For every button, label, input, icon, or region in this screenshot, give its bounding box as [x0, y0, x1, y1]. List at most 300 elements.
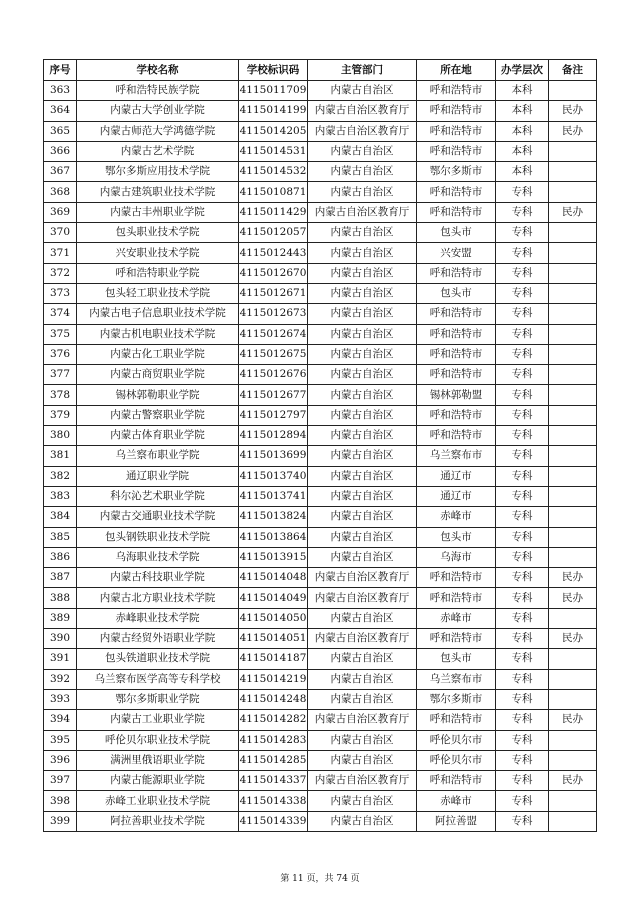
cell-department: 内蒙古自治区 [308, 81, 417, 101]
cell-school-name: 内蒙古电子信息职业技术学院 [77, 304, 239, 324]
cell-seq: 364 [44, 101, 77, 121]
cell-notes: 民办 [549, 101, 597, 121]
table-row [44, 405, 597, 425]
cell-location: 呼和浩特市 [417, 202, 496, 222]
cell-location: 呼和浩特市 [417, 405, 496, 425]
cell-department: 内蒙古自治区教育厅 [308, 101, 417, 121]
cell-school-code: 4115014049 [239, 588, 308, 608]
cell-school-name: 内蒙古建筑职业技术学院 [77, 182, 239, 202]
cell-location: 兴安盟 [417, 243, 496, 263]
cell-school-name: 内蒙古化工职业学院 [77, 344, 239, 364]
table-row [44, 223, 597, 243]
cell-seq: 379 [44, 405, 77, 425]
table-row [44, 547, 597, 567]
cell-school-code: 4115012894 [239, 426, 308, 446]
table-row [44, 141, 597, 161]
table-row [44, 324, 597, 344]
cell-notes [549, 426, 597, 446]
cell-school-code: 4115014283 [239, 730, 308, 750]
table-row [44, 629, 597, 649]
cell-department: 内蒙古自治区 [308, 223, 417, 243]
cell-level: 专科 [496, 547, 549, 567]
cell-school-code: 4115011709 [239, 81, 308, 101]
cell-department: 内蒙古自治区 [308, 669, 417, 689]
cell-notes [549, 141, 597, 161]
cell-notes: 民办 [549, 771, 597, 791]
cell-level: 专科 [496, 507, 549, 527]
table-row [44, 101, 597, 121]
cell-school-code: 4115012676 [239, 365, 308, 385]
cell-department: 内蒙古自治区 [308, 750, 417, 770]
cell-school-code: 4115012443 [239, 243, 308, 263]
cell-location: 呼和浩特市 [417, 344, 496, 364]
cell-location: 赤峰市 [417, 791, 496, 811]
cell-level: 本科 [496, 141, 549, 161]
cell-seq: 376 [44, 344, 77, 364]
cell-seq: 363 [44, 81, 77, 101]
cell-location: 呼和浩特市 [417, 263, 496, 283]
cell-department: 内蒙古自治区 [308, 141, 417, 161]
cell-school-name: 内蒙古能源职业学院 [77, 771, 239, 791]
cell-school-name: 锡林郭勒职业学院 [77, 385, 239, 405]
cell-level: 专科 [496, 223, 549, 243]
cell-school-code: 4115013824 [239, 507, 308, 527]
cell-seq: 383 [44, 486, 77, 506]
cell-level: 本科 [496, 81, 549, 101]
cell-seq: 375 [44, 324, 77, 344]
table-row [44, 588, 597, 608]
cell-department: 内蒙古自治区教育厅 [308, 202, 417, 222]
table-row [44, 689, 597, 709]
cell-notes: 民办 [549, 121, 597, 141]
cell-school-name: 呼和浩特民族学院 [77, 81, 239, 101]
cell-level: 专科 [496, 344, 549, 364]
cell-school-code: 4115014531 [239, 141, 308, 161]
cell-level: 专科 [496, 750, 549, 770]
cell-level: 本科 [496, 101, 549, 121]
cell-department: 内蒙古自治区 [308, 365, 417, 385]
cell-location: 呼和浩特市 [417, 304, 496, 324]
cell-level: 专科 [496, 710, 549, 730]
cell-school-code: 4115014219 [239, 669, 308, 689]
cell-seq: 382 [44, 466, 77, 486]
cell-seq: 367 [44, 162, 77, 182]
cell-seq: 378 [44, 385, 77, 405]
cell-department: 内蒙古自治区 [308, 426, 417, 446]
cell-school-code: 4115014339 [239, 811, 308, 831]
cell-department: 内蒙古自治区 [308, 689, 417, 709]
cell-notes [549, 243, 597, 263]
cell-school-code: 4115012671 [239, 283, 308, 303]
cell-school-name: 赤峰职业技术学院 [77, 608, 239, 628]
table-row [44, 568, 597, 588]
cell-notes [549, 446, 597, 466]
cell-notes [549, 689, 597, 709]
cell-seq: 377 [44, 365, 77, 385]
cell-department: 内蒙古自治区 [308, 608, 417, 628]
cell-level: 专科 [496, 568, 549, 588]
cell-notes [549, 608, 597, 628]
cell-department: 内蒙古自治区 [308, 162, 417, 182]
cell-school-name: 内蒙古商贸职业学院 [77, 365, 239, 385]
cell-school-name: 包头钢铁职业技术学院 [77, 527, 239, 547]
cell-seq: 394 [44, 710, 77, 730]
cell-seq: 366 [44, 141, 77, 161]
cell-school-code: 4115012673 [239, 304, 308, 324]
table-row [44, 304, 597, 324]
cell-school-name: 包头轻工职业技术学院 [77, 283, 239, 303]
header-school-name: 学校名称 [77, 60, 239, 81]
cell-seq: 387 [44, 568, 77, 588]
cell-notes [549, 466, 597, 486]
cell-seq: 398 [44, 791, 77, 811]
school-table [43, 59, 597, 832]
table-row [44, 791, 597, 811]
cell-school-name: 内蒙古工业职业学院 [77, 710, 239, 730]
cell-level: 专科 [496, 365, 549, 385]
cell-notes [549, 669, 597, 689]
cell-level: 专科 [496, 588, 549, 608]
cell-department: 内蒙古自治区 [308, 344, 417, 364]
table-row [44, 121, 597, 141]
cell-notes [549, 344, 597, 364]
cell-notes [549, 811, 597, 831]
cell-notes: 民办 [549, 710, 597, 730]
cell-seq: 370 [44, 223, 77, 243]
cell-department: 内蒙古自治区 [308, 466, 417, 486]
cell-level: 专科 [496, 182, 549, 202]
header-school-code: 学校标识码 [239, 60, 308, 81]
cell-seq: 392 [44, 669, 77, 689]
cell-level: 专科 [496, 243, 549, 263]
table-row [44, 243, 597, 263]
cell-seq: 384 [44, 507, 77, 527]
cell-level: 专科 [496, 811, 549, 831]
cell-school-name: 乌海职业技术学院 [77, 547, 239, 567]
table-row [44, 263, 597, 283]
cell-location: 呼和浩特市 [417, 101, 496, 121]
cell-seq: 373 [44, 283, 77, 303]
cell-seq: 390 [44, 629, 77, 649]
cell-seq: 374 [44, 304, 77, 324]
cell-department: 内蒙古自治区 [308, 283, 417, 303]
cell-notes [549, 283, 597, 303]
cell-notes [549, 527, 597, 547]
cell-seq: 397 [44, 771, 77, 791]
cell-seq: 395 [44, 730, 77, 750]
cell-location: 呼和浩特市 [417, 568, 496, 588]
cell-location: 赤峰市 [417, 507, 496, 527]
cell-notes [549, 750, 597, 770]
cell-level: 专科 [496, 426, 549, 446]
cell-level: 专科 [496, 629, 549, 649]
cell-school-name: 鄂尔多斯职业学院 [77, 689, 239, 709]
cell-department: 内蒙古自治区 [308, 405, 417, 425]
cell-location: 鄂尔多斯市 [417, 162, 496, 182]
cell-school-code: 4115010871 [239, 182, 308, 202]
cell-department: 内蒙古自治区 [308, 182, 417, 202]
cell-seq: 381 [44, 446, 77, 466]
cell-school-name: 鄂尔多斯应用技术学院 [77, 162, 239, 182]
cell-school-code: 4115014051 [239, 629, 308, 649]
cell-department: 内蒙古自治区 [308, 486, 417, 506]
cell-school-code: 4115014282 [239, 710, 308, 730]
table-row [44, 608, 597, 628]
cell-notes: 民办 [549, 588, 597, 608]
header-seq: 序号 [44, 60, 77, 81]
cell-level: 专科 [496, 486, 549, 506]
cell-department: 内蒙古自治区 [308, 385, 417, 405]
cell-level: 专科 [496, 730, 549, 750]
cell-department: 内蒙古自治区 [308, 324, 417, 344]
cell-location: 呼和浩特市 [417, 121, 496, 141]
cell-department: 内蒙古自治区 [308, 791, 417, 811]
cell-seq: 385 [44, 527, 77, 547]
cell-school-name: 乌兰察布医学高等专科学校 [77, 669, 239, 689]
cell-location: 呼和浩特市 [417, 588, 496, 608]
cell-seq: 368 [44, 182, 77, 202]
cell-department: 内蒙古自治区 [308, 243, 417, 263]
cell-school-name: 赤峰工业职业技术学院 [77, 791, 239, 811]
cell-notes [549, 324, 597, 344]
cell-level: 专科 [496, 385, 549, 405]
cell-level: 专科 [496, 324, 549, 344]
cell-seq: 380 [44, 426, 77, 446]
cell-notes: 民办 [549, 202, 597, 222]
cell-department: 内蒙古自治区教育厅 [308, 629, 417, 649]
cell-school-name: 呼伦贝尔职业技术学院 [77, 730, 239, 750]
cell-level: 专科 [496, 771, 549, 791]
cell-school-name: 内蒙古交通职业技术学院 [77, 507, 239, 527]
cell-school-code: 4115012675 [239, 344, 308, 364]
table-row [44, 385, 597, 405]
header-department: 主管部门 [308, 60, 417, 81]
table-row [44, 426, 597, 446]
cell-location: 呼伦贝尔市 [417, 730, 496, 750]
cell-notes [549, 304, 597, 324]
table-row [44, 365, 597, 385]
cell-department: 内蒙古自治区 [308, 304, 417, 324]
cell-level: 本科 [496, 121, 549, 141]
header-row [44, 60, 597, 81]
cell-school-code: 4115014205 [239, 121, 308, 141]
header-location: 所在地 [417, 60, 496, 81]
cell-seq: 391 [44, 649, 77, 669]
cell-school-code: 4115012674 [239, 324, 308, 344]
cell-school-name: 内蒙古体育职业学院 [77, 426, 239, 446]
cell-school-code: 4115012797 [239, 405, 308, 425]
cell-school-name: 兴安职业技术学院 [77, 243, 239, 263]
cell-seq: 365 [44, 121, 77, 141]
cell-seq: 396 [44, 750, 77, 770]
table-row [44, 202, 597, 222]
cell-notes [549, 81, 597, 101]
cell-school-name: 科尔沁艺术职业学院 [77, 486, 239, 506]
cell-location: 呼和浩特市 [417, 141, 496, 161]
cell-school-code: 4115012670 [239, 263, 308, 283]
table-row [44, 730, 597, 750]
cell-school-name: 内蒙古大学创业学院 [77, 101, 239, 121]
cell-department: 内蒙古自治区 [308, 263, 417, 283]
cell-level: 专科 [496, 527, 549, 547]
cell-location: 乌海市 [417, 547, 496, 567]
cell-school-code: 4115013699 [239, 446, 308, 466]
cell-level: 专科 [496, 466, 549, 486]
cell-level: 专科 [496, 689, 549, 709]
table-row [44, 811, 597, 831]
table-row [44, 182, 597, 202]
cell-level: 专科 [496, 263, 549, 283]
cell-department: 内蒙古自治区 [308, 730, 417, 750]
cell-notes [549, 365, 597, 385]
cell-location: 呼和浩特市 [417, 324, 496, 344]
cell-location: 包头市 [417, 527, 496, 547]
cell-school-code: 4115014199 [239, 101, 308, 121]
cell-school-name: 呼和浩特职业学院 [77, 263, 239, 283]
cell-school-code: 4115014248 [239, 689, 308, 709]
cell-location: 包头市 [417, 283, 496, 303]
cell-department: 内蒙古自治区教育厅 [308, 568, 417, 588]
cell-level: 专科 [496, 446, 549, 466]
cell-school-name: 内蒙古师范大学鸿德学院 [77, 121, 239, 141]
cell-level: 专科 [496, 202, 549, 222]
cell-notes [549, 649, 597, 669]
cell-school-name: 内蒙古警察职业学院 [77, 405, 239, 425]
cell-level: 专科 [496, 669, 549, 689]
cell-notes [549, 162, 597, 182]
cell-department: 内蒙古自治区教育厅 [308, 121, 417, 141]
cell-level: 专科 [496, 283, 549, 303]
cell-department: 内蒙古自治区 [308, 547, 417, 567]
table-row [44, 710, 597, 730]
cell-department: 内蒙古自治区 [308, 507, 417, 527]
cell-school-code: 4115014532 [239, 162, 308, 182]
table-row [44, 527, 597, 547]
header-level: 办学层次 [496, 60, 549, 81]
cell-level: 专科 [496, 649, 549, 669]
cell-location: 阿拉善盟 [417, 811, 496, 831]
cell-location: 呼伦贝尔市 [417, 750, 496, 770]
cell-seq: 371 [44, 243, 77, 263]
cell-notes: 民办 [549, 568, 597, 588]
cell-school-code: 4115014050 [239, 608, 308, 628]
cell-department: 内蒙古自治区教育厅 [308, 710, 417, 730]
cell-location: 呼和浩特市 [417, 182, 496, 202]
cell-school-name: 乌兰察布职业学院 [77, 446, 239, 466]
cell-level: 本科 [496, 162, 549, 182]
cell-department: 内蒙古自治区教育厅 [308, 771, 417, 791]
cell-department: 内蒙古自治区 [308, 811, 417, 831]
cell-location: 通辽市 [417, 486, 496, 506]
cell-location: 通辽市 [417, 466, 496, 486]
table-row [44, 486, 597, 506]
table-row [44, 771, 597, 791]
cell-location: 赤峰市 [417, 608, 496, 628]
table-row [44, 466, 597, 486]
cell-school-code: 4115013740 [239, 466, 308, 486]
table-row [44, 81, 597, 101]
cell-seq: 399 [44, 811, 77, 831]
cell-location: 包头市 [417, 223, 496, 243]
cell-location: 乌兰察布市 [417, 446, 496, 466]
cell-department: 内蒙古自治区教育厅 [308, 588, 417, 608]
cell-level: 专科 [496, 405, 549, 425]
cell-notes [549, 385, 597, 405]
cell-notes [549, 791, 597, 811]
table-row [44, 507, 597, 527]
cell-school-name: 通辽职业学院 [77, 466, 239, 486]
cell-location: 锡林郭勒盟 [417, 385, 496, 405]
table-row [44, 344, 597, 364]
cell-notes [549, 547, 597, 567]
cell-school-code: 4115014338 [239, 791, 308, 811]
cell-school-code: 4115013864 [239, 527, 308, 547]
table-row [44, 649, 597, 669]
cell-location: 包头市 [417, 649, 496, 669]
table-row [44, 669, 597, 689]
header-notes: 备注 [549, 60, 597, 81]
cell-school-name: 内蒙古北方职业技术学院 [77, 588, 239, 608]
table-row [44, 283, 597, 303]
cell-location: 呼和浩特市 [417, 710, 496, 730]
page-footer: 第 11 页，共 74 页 [280, 874, 360, 884]
cell-department: 内蒙古自治区 [308, 446, 417, 466]
cell-school-code: 4115012677 [239, 385, 308, 405]
cell-seq: 372 [44, 263, 77, 283]
cell-seq: 369 [44, 202, 77, 222]
cell-location: 乌兰察布市 [417, 669, 496, 689]
cell-notes: 民办 [549, 629, 597, 649]
cell-school-name: 满洲里俄语职业学院 [77, 750, 239, 770]
cell-school-code: 4115014187 [239, 649, 308, 669]
cell-location: 呼和浩特市 [417, 365, 496, 385]
cell-seq: 393 [44, 689, 77, 709]
cell-school-code: 4115014285 [239, 750, 308, 770]
cell-school-code: 4115014337 [239, 771, 308, 791]
cell-location: 鄂尔多斯市 [417, 689, 496, 709]
table-row [44, 750, 597, 770]
cell-notes [549, 263, 597, 283]
cell-notes [549, 486, 597, 506]
cell-department: 内蒙古自治区 [308, 649, 417, 669]
table-row [44, 162, 597, 182]
cell-level: 专科 [496, 608, 549, 628]
cell-notes [549, 405, 597, 425]
cell-school-name: 内蒙古丰州职业学院 [77, 202, 239, 222]
cell-school-name: 阿拉善职业技术学院 [77, 811, 239, 831]
cell-location: 呼和浩特市 [417, 629, 496, 649]
cell-school-name: 内蒙古科技职业学院 [77, 568, 239, 588]
cell-school-code: 4115013741 [239, 486, 308, 506]
cell-notes [549, 730, 597, 750]
table-row [44, 446, 597, 466]
cell-seq: 388 [44, 588, 77, 608]
cell-school-name: 内蒙古艺术学院 [77, 141, 239, 161]
cell-location: 呼和浩特市 [417, 771, 496, 791]
cell-school-name: 内蒙古机电职业技术学院 [77, 324, 239, 344]
cell-school-code: 4115014048 [239, 568, 308, 588]
cell-department: 内蒙古自治区 [308, 527, 417, 547]
cell-location: 呼和浩特市 [417, 426, 496, 446]
cell-seq: 386 [44, 547, 77, 567]
cell-school-name: 包头铁道职业技术学院 [77, 649, 239, 669]
cell-school-code: 4115013915 [239, 547, 308, 567]
cell-seq: 389 [44, 608, 77, 628]
cell-level: 专科 [496, 304, 549, 324]
cell-notes [549, 507, 597, 527]
cell-school-code: 4115011429 [239, 202, 308, 222]
cell-school-code: 4115012057 [239, 223, 308, 243]
